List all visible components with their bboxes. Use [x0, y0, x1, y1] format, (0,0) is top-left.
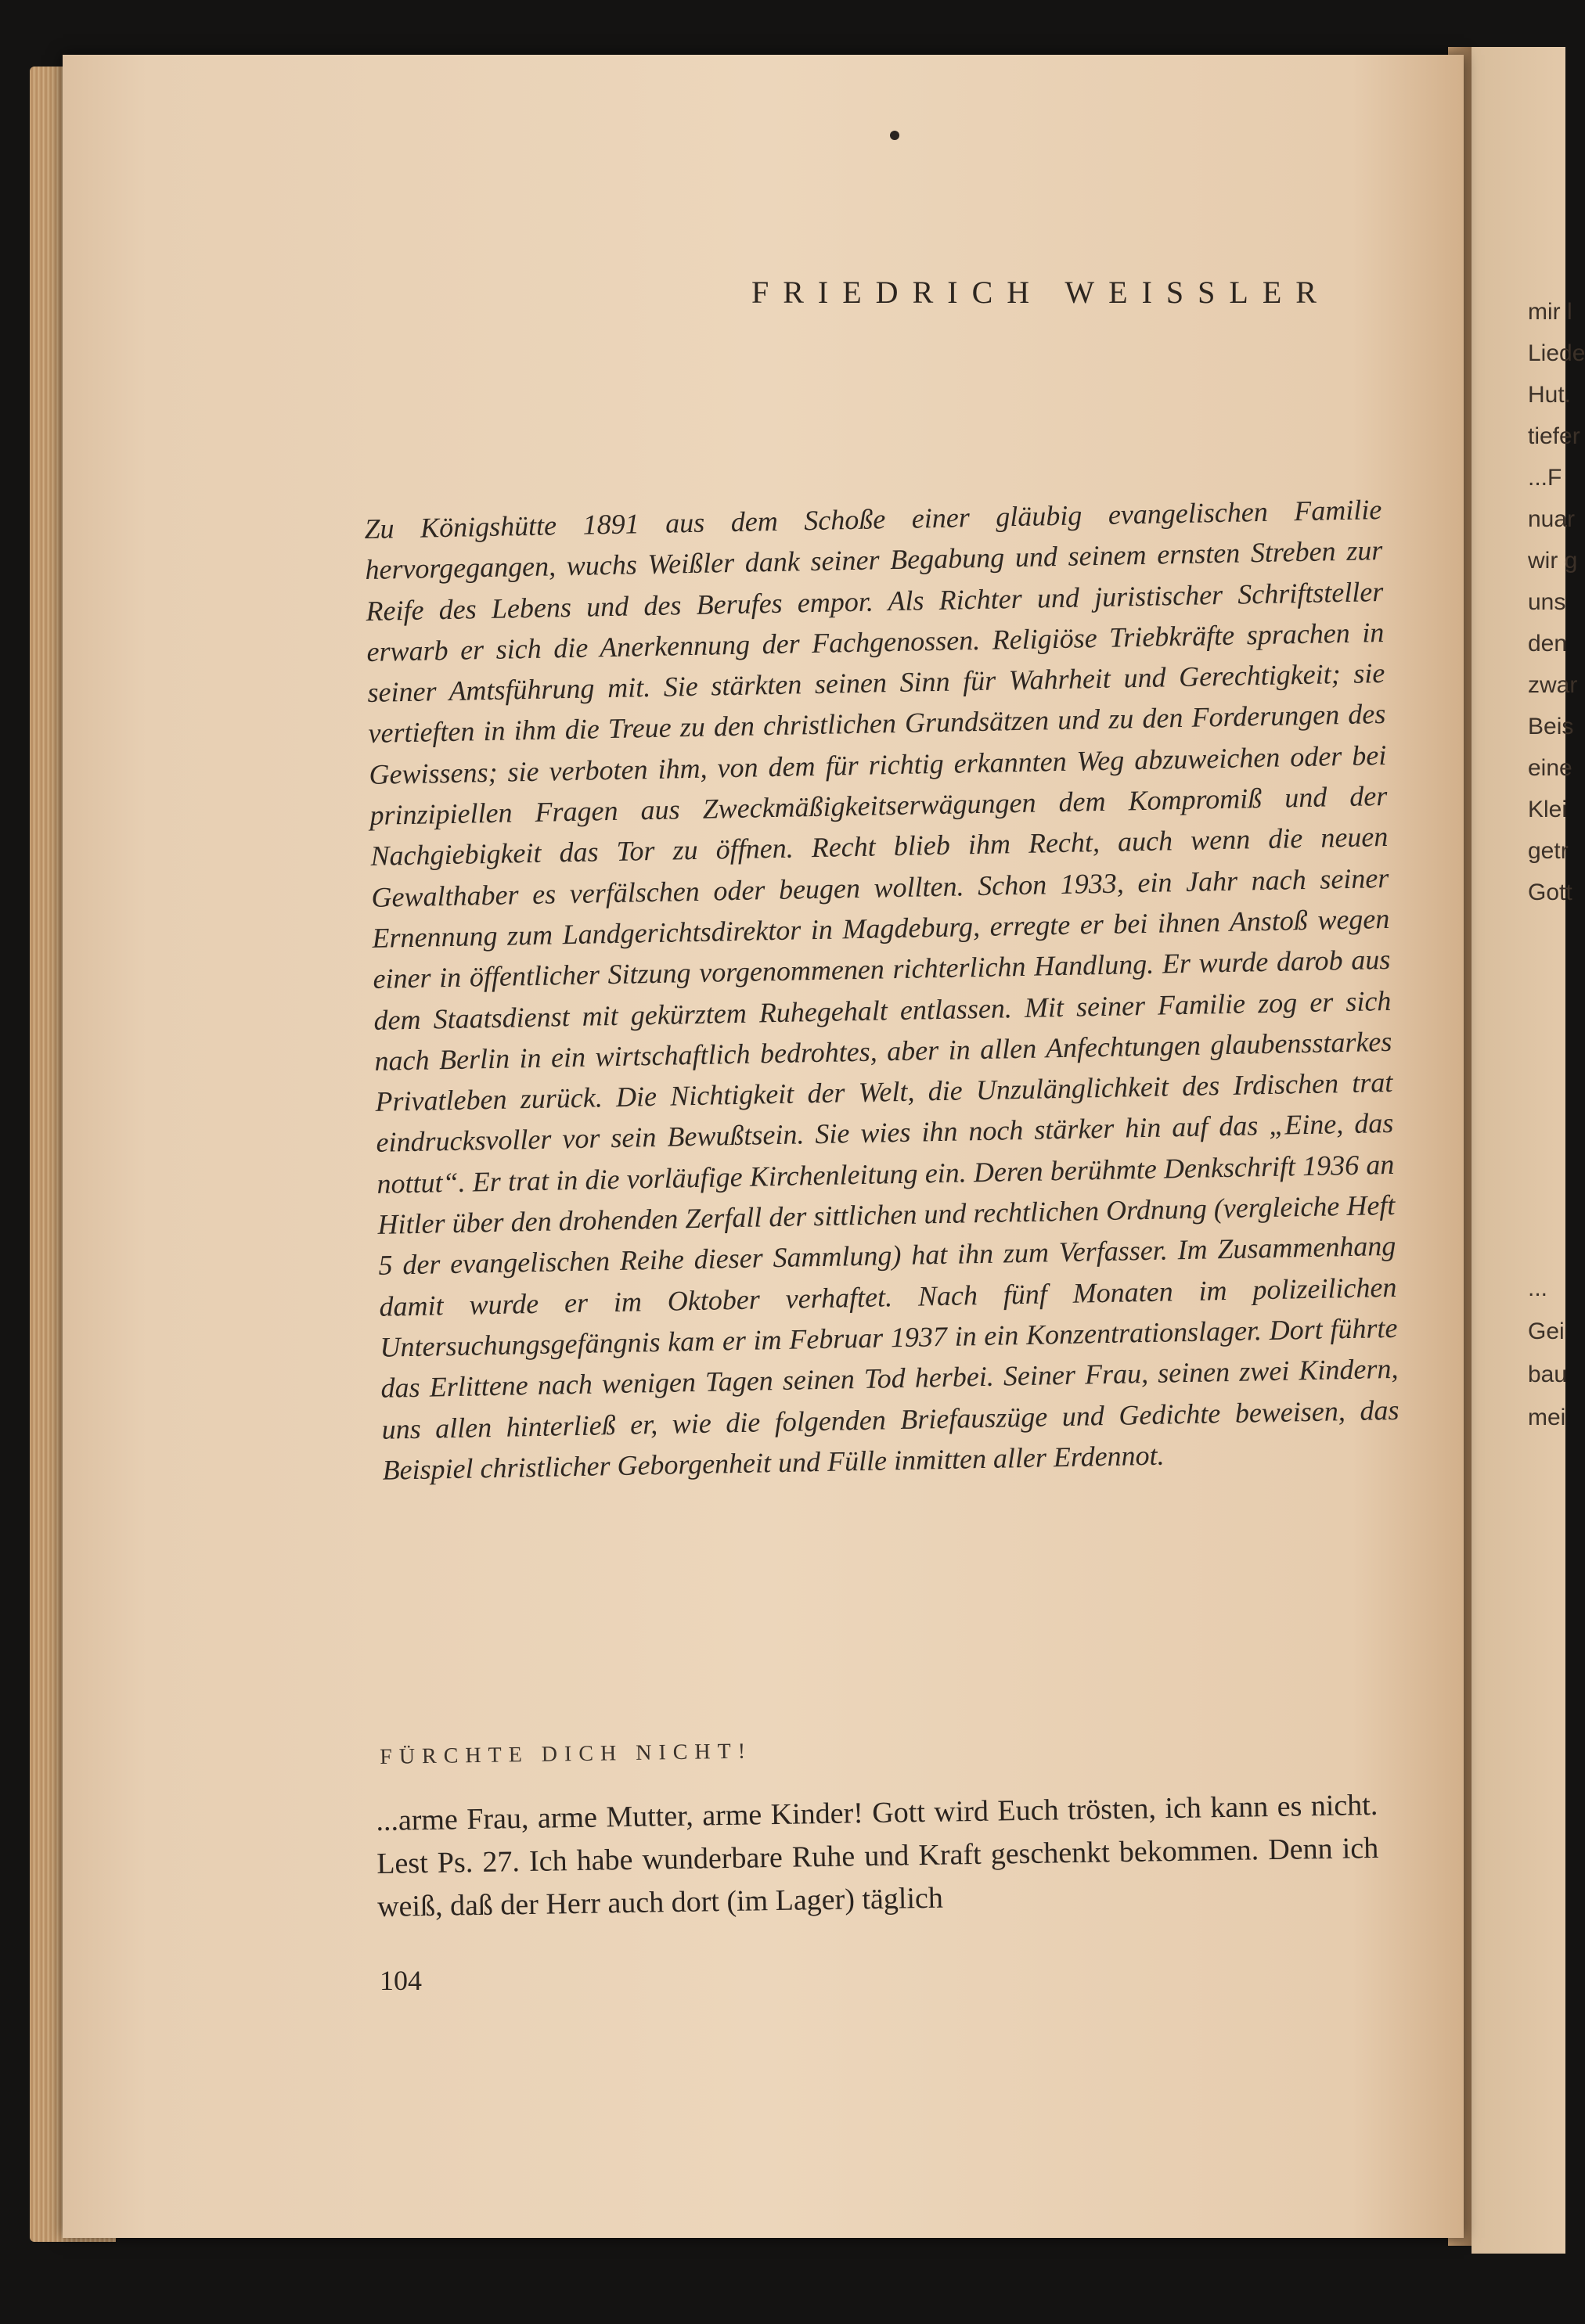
- printed-dot: [890, 131, 899, 140]
- facing-page-fragment: tiefer: [1528, 423, 1580, 449]
- facing-page-fragment: bau: [1528, 1362, 1568, 1387]
- biography-paragraph: Zu Königshütte 1891 aus dem Schoße einer gläubig evangelischen Familie hervorgegangen, wuchs Weißler dank seiner Begabung und seinem ernsten Streben zur Reife des Lebens und des Berufes empor. Als Richter und juristischer Schriftsteller erwarb er sich die Anerkennung der Fachgenossen. Religiöse Triebkräfte sprachen in seiner Amtsführung mit. Sie stärkten seinen Sinn für Wahrheit und Gerechtigkeit; sie vertieften in ihm die Treue zu den christlichen Grundsätzen und zu den Forderungen des Gewissens; sie verboten ihm, von dem für richtig erkannten Weg abzuweichen oder bei prinzipiellen Fragen aus Zweckmäßigkeitserwägungen dem Kompromiß und der Nachgiebigkeit das Tor zu öffnen. Recht blieb ihm Recht, auch wenn die neuen Gewalthaber es verfälschen oder beugen wollten. Schon 1933, ein Jahr nach seiner Ernennung zum Landgerichtsdirektor in Magdeburg, erregte er bei ihnen Anstoß wegen einer in öffentlicher Sitzung vorgenommenen richterlichn Handlung. Er wurde darob aus dem Staatsdienst mit gekürztem Ruhegehalt entlassen. Mit seiner Familie zog er sich nach Berlin in ein wirtschaftlich bedrohtes, aber in allen Anfechtungen glaubensstarkes Privatleben zurück. Die Nichtigkeit der Welt, die Unzulänglichkeit des Irdischen trat eindrucksvoller vor sein Bewußtsein. Sie wies ihn noch stärker hin auf das „Eine, das nottut“. Er trat in die vorläufige Kirchenleitung ein. Deren berühmte Denkschrift 1936 an Hitler über den drohenden Zerfall der sittlichen und rechtlichen Ordnung (vergleiche Heft 5 der evangelischen Reihe dieser Sammlung) hat ihn zum Verfasser. Im Zusammenhang damit wurde er im Oktober verhaftet. Nach fünf Monaten im polizeilichen Untersuchungsgefängnis kam er im Februar 1937 in ein Konzentrationslager. Dort führte das Erlittene nach wenigen Tagen seinen Tod herbei. Seiner Frau, seinen zwei Kindern, uns allen hinterließ er, wie die folgenden Briefauszüge und Gedichte beweisen, das Beispiel christlicher Geborgenheit und Fülle inmitten aller Erdennot.: [364, 494, 1399, 1486]
- facing-page-fragment: eine: [1528, 755, 1572, 781]
- facing-page-fragment: wir g: [1528, 548, 1578, 574]
- facing-page: [1472, 47, 1585, 2254]
- facing-page-fragment: Liede: [1528, 340, 1585, 366]
- section-title: FÜRCHTE DICH NICHT!: [380, 1739, 753, 1769]
- facing-page-fragment: ...F: [1528, 465, 1562, 491]
- facing-page-fragment: Beis: [1528, 714, 1574, 739]
- facing-page-fragment: den: [1528, 631, 1568, 657]
- facing-page-fragment: Gei: [1528, 1318, 1565, 1344]
- facing-page-fragment: getr: [1528, 838, 1569, 864]
- facing-page-fragment: ...: [1528, 1275, 1548, 1301]
- facing-page-fragment: nuar: [1528, 506, 1576, 532]
- letter-excerpt: ...arme Frau, arme Mutter, arme Kinder! Gott wird Euch trösten, ich kann es nicht. Lest Ps. 27. Ich habe wunderbare Ruhe und Kraft geschenkt bekommen. Denn ich weiß, daß der Herr auch dort (im Lager) täglich: [376, 1788, 1379, 1923]
- facing-page-fragment: mir l: [1528, 299, 1572, 325]
- author-heading: FRIEDRICH WEISSLER: [751, 275, 1331, 310]
- facing-page-fragment: Hut.: [1528, 382, 1572, 408]
- facing-page-fragment: uns: [1528, 589, 1566, 615]
- facing-page-fragment: Gott: [1528, 880, 1572, 905]
- facing-page-fragment: mei: [1528, 1405, 1566, 1430]
- page-number: 104: [380, 1965, 422, 1996]
- facing-page-fragment: Klei: [1528, 797, 1568, 822]
- facing-page-fragment: zwar: [1528, 672, 1578, 698]
